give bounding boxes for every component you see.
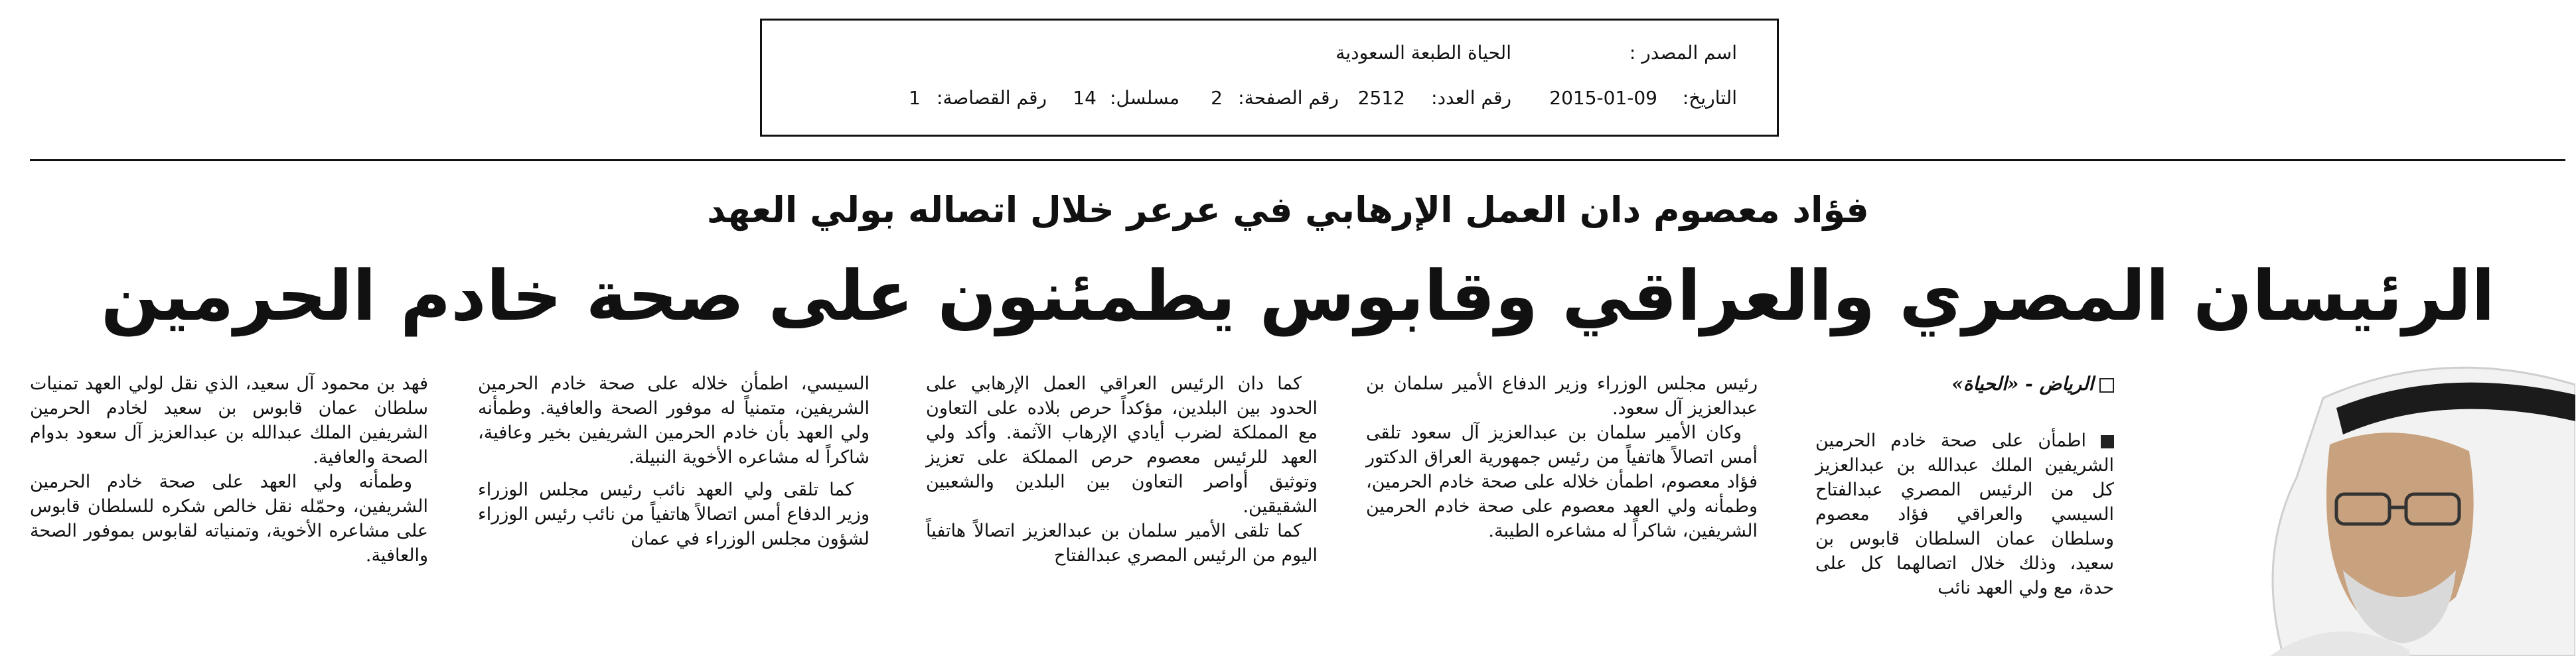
page-value: 2 — [1211, 87, 1223, 109]
byline-marker-icon — [2099, 378, 2114, 393]
byline: الرياض - «الحياة» — [1951, 373, 2094, 395]
serial-value: 14 — [1073, 87, 1097, 109]
clip-value: 1 — [909, 87, 921, 109]
date-value: 2015-01-09 — [1549, 87, 1657, 109]
separator-rule — [30, 159, 2565, 161]
article-kicker: فؤاد معصوم دان العمل الإرهابي في عرعر خلال اتصاله بولي العهد — [707, 189, 1869, 231]
column-4-paragraph-2: كما تلقى ولي العهد نائب رئيس مجلس الوزراء وزير الدفاع أمس اتصالاً هاتفياً من نائب رئيس الوزراء لشؤون مجلس الوزراء في عمان — [478, 480, 870, 549]
column-4-paragraph-1: السيسي، اطمأن خلاله على صحة خادم الحرمين الشريفين، متمنياً له موفور الصحة والعافية. وطمأنه ولي العهد بأن خادم الحرمين الشريفين بخير وعافية، شاكراً له مشاعره الأخوية النبيلة. — [478, 373, 870, 468]
article-column-2 — [1366, 371, 1758, 543]
article-column-5 — [30, 371, 428, 568]
clip-label: رقم القصاصة: — [937, 87, 1047, 109]
column-2-paragraph-2: وكان الأمير سلمان بن عبدالعزيز آل سعود تلقى أمس اتصالاً هاتفياً من رئيس جمهورية العراق الدكتور فؤاد معصوم، اطمأن خلاله على صحة خادم الحرمين، وطمأنه ولي العهد معصوم على صحة خادم الحرمين الشريفين، شاكراً له مشاعره الطيبة. — [1366, 423, 1758, 541]
source-value: الحياة الطبعة السعودية — [1335, 42, 1511, 64]
serial-label: مسلسل: — [1110, 87, 1179, 109]
article-column-4 — [478, 371, 870, 551]
column-5-paragraph-1: فهد بن محمود آل سعيد، الذي نقل لولي العهد تمنيات سلطان عمان قابوس بن سعيد لخادم الحرمين الشريفين الملك عبدالله بن عبدالعزيز آل سعود بدوام الصحة والعافية. — [30, 373, 428, 468]
clipping-metadata-box — [760, 19, 1779, 137]
column-1-paragraph: اطمأن على صحة خادم الحرمين الشريفين الملك عبدالله بن عبدالعزيز كل من الرئيس المصري عبدالفتاح السيسي والعراقي فؤاد معصوم وسلطان عمان السلطان قابوس بن سعيد، وذلك خلال اتصالهما كل على حدة، مع ولي العهد نائب — [1815, 430, 2114, 598]
page-label: رقم الصفحة: — [1238, 87, 1339, 109]
date-label: التاريخ: — [1682, 87, 1737, 109]
article-column-3 — [926, 371, 1318, 568]
column-3-paragraph-2: كما تلقى الأمير سلمان بن عبدالعزيز اتصالاً هاتفياً اليوم من الرئيس المصري عبدالفتاح — [926, 521, 1318, 566]
source-label: اسم المصدر : — [1629, 42, 1737, 64]
column-5-paragraph-2: وطمأنه ولي العهد على صحة خادم الحرمين الشريفين، وحمّله نقل خالص شكره للسلطان قابوس على مشاعره الأخوية، وتمنياته لقابوس بموفور الصحة والعافية. — [30, 472, 428, 566]
issue-value: 2512 — [1357, 87, 1405, 109]
issue-label: رقم العدد: — [1431, 87, 1511, 109]
article-headline: الرئيسان المصري والعراقي وقابوس يطمئنون على صحة خادم الحرمين — [101, 255, 2495, 336]
portrait-photo — [2243, 358, 2575, 656]
article-column-1 — [1815, 371, 2114, 600]
paragraph-marker-icon — [2101, 435, 2114, 448]
column-3-paragraph-1: كما دان الرئيس العراقي العمل الإرهابي على الحدود بين البلدين، مؤكداً حرص بلاده على التعاون مع المملكة لضرب أيادي الإرهاب الآثمة. وأكد ولي العهد للرئيس معصوم حرص المملكة على تعزيز وتوثيق أواصر التعاون بين البلدين والشعبين الشقيقين. — [926, 373, 1318, 517]
column-2-paragraph-1: رئيس مجلس الوزراء وزير الدفاع الأمير سلمان بن عبدالعزيز آل سعود. — [1366, 373, 1758, 419]
